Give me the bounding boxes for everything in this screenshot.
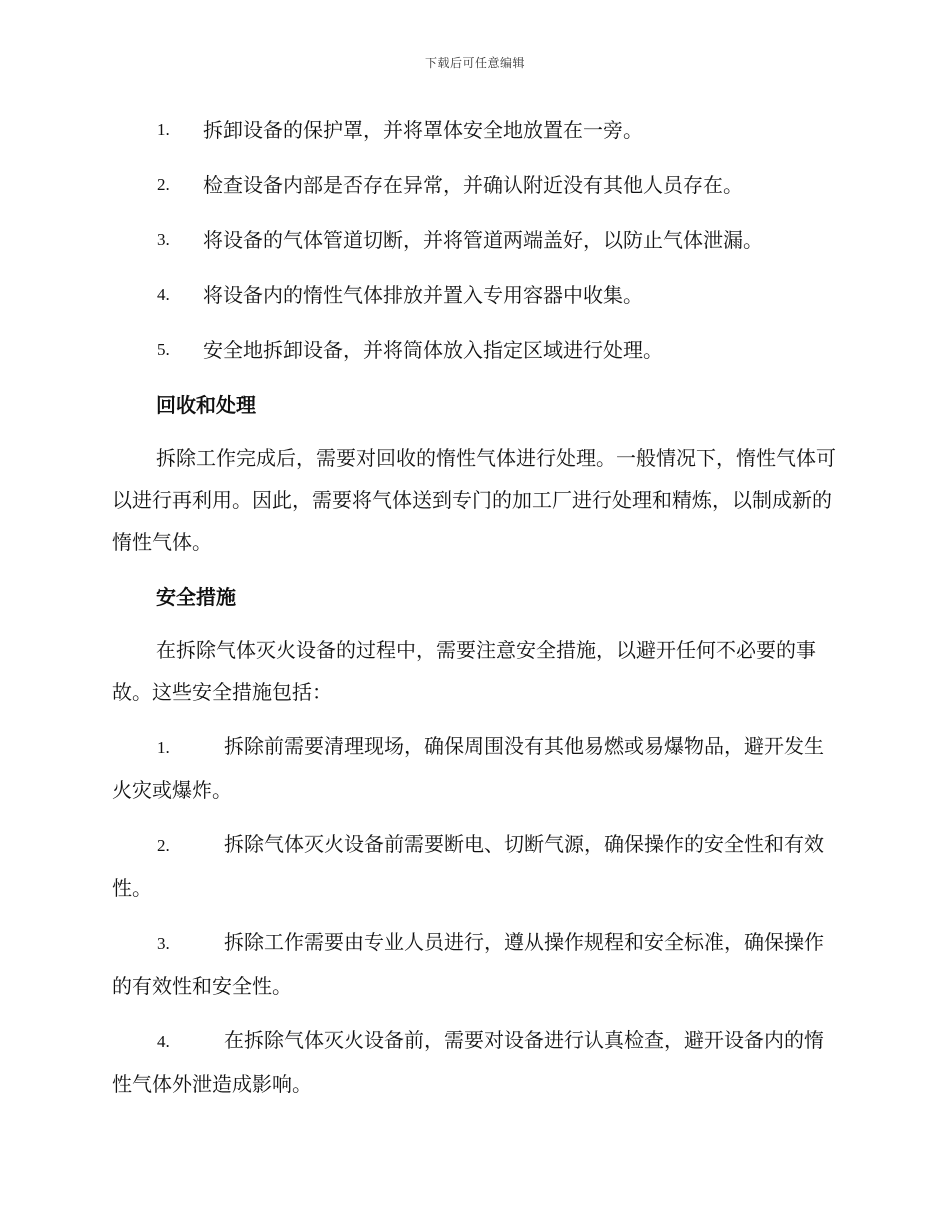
step-text: 将设备内的惰性气体排放并置入专用容器中收集。 bbox=[203, 283, 643, 307]
safety-item-text: 拆除前需要清理现场，确保周围没有其他易燃或易爆物品，避开发生火灾或爆炸。 bbox=[112, 734, 824, 802]
step-text: 检查设备内部是否存在异常，并确认附近没有其他人员存在。 bbox=[203, 173, 743, 197]
safety-item-text: 拆除工作需要由专业人员进行，遵从操作规程和安全标准，确保操作的有效性和安全性。 bbox=[112, 930, 824, 998]
step-item bbox=[112, 273, 837, 317]
safety-item bbox=[112, 823, 837, 909]
step-text: 将设备的气体管道切断，并将管道两端盖好，以防止气体泄漏。 bbox=[203, 228, 763, 252]
section-heading-safety: 安全措施 bbox=[156, 585, 236, 609]
safety-item-text: 在拆除气体灭火设备前，需要对设备进行认真检查，避开设备内的惰性气体外泄造成影响。 bbox=[112, 1028, 824, 1096]
recycle-paragraph: 拆除工作完成后，需要对回收的惰性气体进行处理。一般情况下，惰性气体可以进行再利用。因此，需要将气体送到专门的加工厂进行处理和精炼，以制成新的惰性气体。 bbox=[112, 446, 836, 554]
step-number: 1. bbox=[157, 120, 170, 139]
document-body bbox=[112, 108, 837, 1117]
step-item bbox=[112, 328, 837, 372]
step-item bbox=[112, 218, 837, 262]
safety-item-number: 4. bbox=[157, 1032, 170, 1051]
safety-item-number: 2. bbox=[157, 836, 170, 855]
safety-intro-paragraph: 在拆除气体灭火设备的过程中，需要注意安全措施，以避开任何不必要的事故。这些安全措施包括： bbox=[112, 638, 816, 704]
step-item bbox=[112, 108, 837, 152]
step-number: 3. bbox=[157, 230, 170, 249]
safety-item bbox=[112, 1019, 837, 1105]
step-item bbox=[112, 163, 837, 207]
step-text: 拆卸设备的保护罩，并将罩体安全地放置在一旁。 bbox=[203, 118, 643, 142]
safety-item-text: 拆除气体灭火设备前需要断电、切断气源，确保操作的安全性和有效性。 bbox=[112, 832, 824, 900]
step-number: 2. bbox=[157, 175, 170, 194]
step-number: 5. bbox=[157, 340, 170, 359]
step-text: 安全地拆卸设备，并将筒体放入指定区域进行处理。 bbox=[203, 338, 663, 362]
safety-item bbox=[112, 921, 837, 1007]
step-number: 4. bbox=[157, 285, 170, 304]
header-note: 下载后可任意编辑 bbox=[424, 56, 525, 70]
safety-item-number: 3. bbox=[157, 934, 170, 953]
section-heading-recycle: 回收和处理 bbox=[156, 393, 256, 417]
safety-item-number: 1. bbox=[157, 738, 170, 757]
safety-item bbox=[112, 725, 837, 811]
